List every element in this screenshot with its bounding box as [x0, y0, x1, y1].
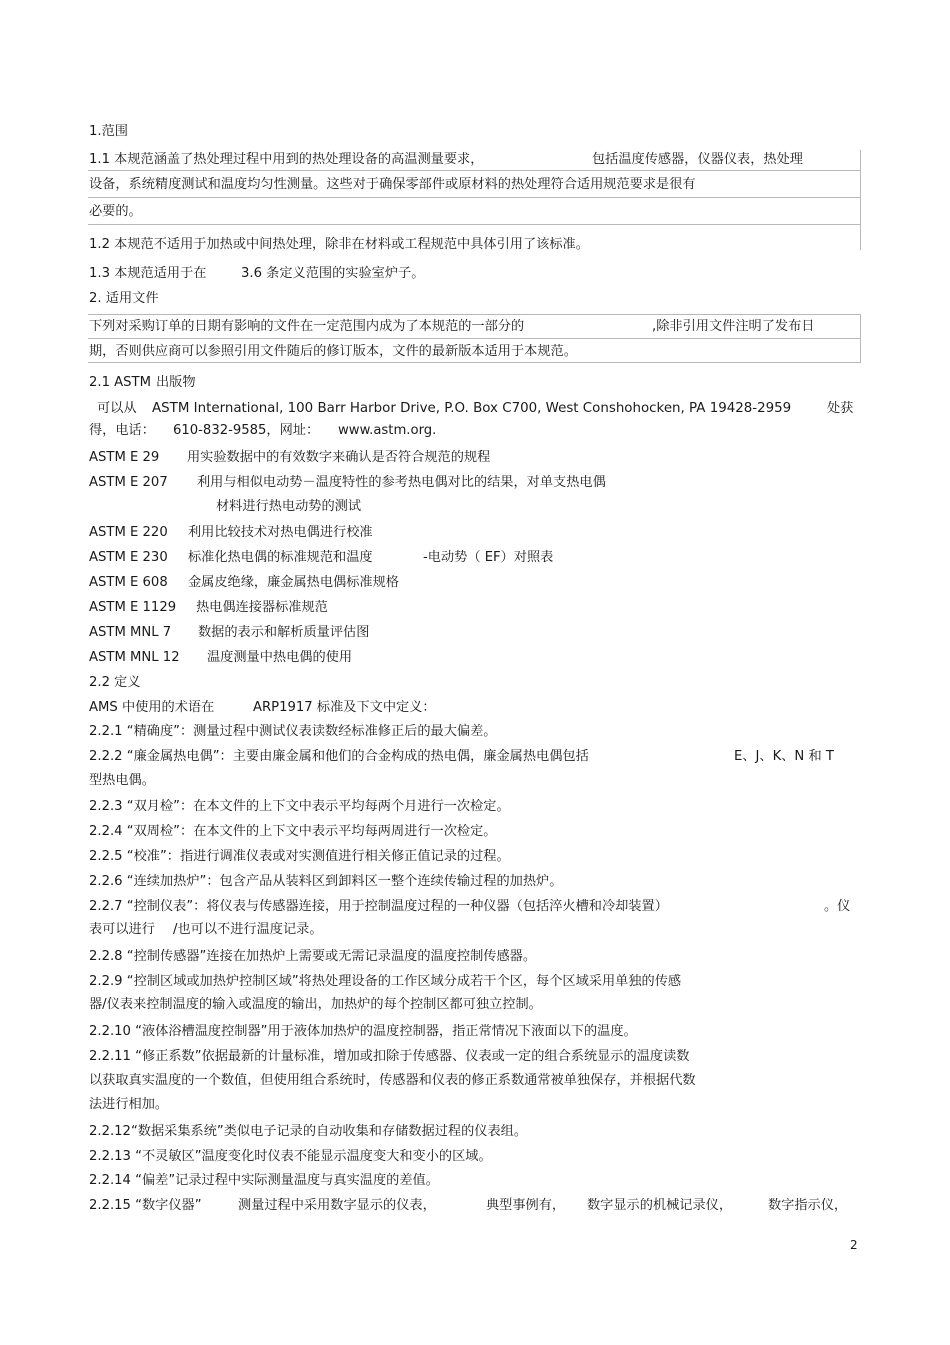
rule-line: [860, 150, 861, 250]
reference-item: [89, 549, 554, 566]
reference-item: [89, 449, 491, 466]
text-segment: /也可以不进行温度记录。: [173, 922, 323, 937]
text-segment: 包括温度传感器，仪器仪表，热处理: [592, 152, 803, 167]
definitions-heading: 2.2 定义: [89, 675, 141, 690]
definition-2-2-11-continued: 以获取真实温度的一个数值，但使用组合系统时，传感器和仪表的修正系数通常被单独保存，并根据代数: [89, 1073, 696, 1088]
text-segment: 数字指示仪，: [768, 1198, 848, 1213]
reference-code: ASTM MNL 7: [89, 625, 172, 640]
text-segment: ASTM International, 100 Barr Harbor Drive, P.O. Box C700, West Conshohocken, PA 19428-2959: [152, 401, 792, 416]
page-number: 2: [850, 1238, 858, 1252]
para-1-1-line-1: [89, 151, 803, 168]
definition-2-2-1: 2.2.1 “精确度”：测量过程中测试仪表读数经标准修正后的最大偏差。: [89, 724, 497, 739]
text-segment: E、J、K、N 和 T: [734, 749, 834, 764]
rule-line: [88, 170, 861, 171]
definition-2-2-2-continued: 型热电偶。: [89, 773, 155, 788]
reference-item: [89, 474, 606, 491]
reference-code: ASTM E 608: [89, 575, 168, 590]
reference-item: [89, 624, 370, 641]
text-segment: ARP1917 标准及下文中定义：: [253, 700, 436, 715]
para-1-2: 1.2 本规范不适用于加热或中间热处理，除非在材料或工程规范中具体引用了该标准。: [89, 237, 589, 252]
definition-2-2-11: 2.2.11 “修正系数”依据最新的计量标准，增加或扣除于传感器、仪表或一定的组合系统显示的温度读数: [89, 1049, 690, 1064]
definition-2-2-5: 2.2.5 “校准”：指进行调准仪表或对实测值进行相关修正值记录的过程。: [89, 849, 510, 864]
reference-title: 数据的表示和解析质量评估图: [198, 625, 370, 640]
reference-code: ASTM E 29: [89, 450, 160, 465]
reference-title: 金属皮绝缘，廉金属热电偶标准规格: [188, 575, 399, 590]
text-segment: 表可以进行: [89, 922, 155, 937]
definition-2-2-7: [89, 898, 851, 915]
text-segment: 下列对采购订单的日期有影响的文件在一定范围内成为了本规范的一部分的: [89, 319, 525, 334]
definition-2-2-6: 2.2.6 “连续加热炉”：包含产品从装料区到卸料区一整个连续传输过程的加热炉。: [89, 874, 563, 889]
para-2-intro-line-1: [89, 318, 815, 335]
section-2-heading: 2. 适用文件: [89, 291, 159, 306]
reference-code: ASTM MNL 12: [89, 650, 180, 665]
text-segment: 2.2.2 “廉金属热电偶”：主要由廉金属和他们的合金构成的热电偶，廉金属热电偶包括: [89, 749, 589, 764]
reference-item: [89, 574, 399, 591]
text-segment: 可以从: [97, 401, 137, 416]
reference-code: ASTM E 1129: [89, 600, 177, 615]
rule-line: [88, 224, 861, 225]
text-segment: 。仪: [824, 899, 851, 914]
astm-heading: [89, 374, 196, 391]
rule-line: [860, 314, 861, 362]
text-segment: 610-832-9585，网址：: [173, 423, 320, 438]
para-2-intro-line-2: 期，否则供应商可以参照引用文件随后的修订版本，文件的最新版本适用于本规范。: [89, 344, 577, 359]
text-segment: 出版物: [156, 375, 196, 390]
definition-2-2-4: 2.2.4 “双周检”：在本文件的上下文中表示平均每两周进行一次检定。: [89, 824, 497, 839]
section-1-heading: 1.范围: [89, 124, 128, 139]
definition-2-2-15: [89, 1197, 848, 1214]
text-segment: 数字显示的机械记录仪，: [587, 1198, 733, 1213]
text-segment: www.astm.org.: [338, 423, 437, 438]
definition-2-2-2: [89, 748, 834, 765]
rule-line: [88, 197, 861, 198]
text-segment: 1.3 本规范适用于在: [89, 266, 207, 281]
para-1-1-line-2: 设备，系统精度测试和温度均匀性测量。这些对于确保零部件或原材料的热处理符合适用规范要求是很有: [89, 177, 696, 192]
definition-2-2-3: 2.2.3 “双月检”：在本文件的上下文中表示平均每两个月进行一次检定。: [89, 799, 510, 814]
definition-2-2-12: 2.2.12“数据采集系统”类似电子记录的自动收集和存储数据过程的仪表组。: [89, 1124, 528, 1139]
reference-title-b: -电动势（ EF）对照表: [423, 550, 554, 565]
reference-item: [89, 599, 328, 616]
reference-title: 利用与相似电动势－温度特性的参考热电偶对比的结果，对单支热电偶: [197, 475, 606, 490]
text-segment: 测量过程中采用数字显示的仪表，: [238, 1198, 436, 1213]
definition-2-2-7-continued: [89, 921, 323, 938]
text-segment: 处获: [827, 401, 854, 416]
para-1-3: [89, 265, 425, 282]
reference-title: 用实验数据中的有效数字来确认是否符合规范的规程: [187, 450, 491, 465]
definition-2-2-9-continued: 器/仪表来控制温度的输入或温度的输出，加热炉的每个控制区都可独立控制。: [89, 997, 542, 1012]
reference-item: [89, 524, 373, 541]
text-segment: 得，电话：: [89, 423, 155, 438]
rule-line: [88, 314, 861, 315]
rule-line: [88, 338, 861, 339]
definition-2-2-13: 2.2.13 “不灵敏区”温度变化时仪表不能显示温度变大和变小的区域。: [89, 1149, 492, 1164]
reference-code: ASTM E 207: [89, 475, 168, 490]
text-segment: 2.1 ASTM: [89, 375, 151, 390]
definition-2-2-14: 2.2.14 “偏差”记录过程中实际测量温度与真实温度的差值。: [89, 1173, 439, 1188]
reference-item: [89, 649, 353, 666]
para-1-1-line-3: 必要的。: [89, 204, 142, 219]
text-segment: ,除非引用文件注明了发布日: [652, 319, 815, 334]
reference-code: ASTM E 220: [89, 525, 168, 540]
text-segment: 2.2.7 “控制仪表”：将仪表与传感器连接，用于控制温度过程的一种仪器（包括淬火槽和冷却装置）: [89, 899, 668, 914]
astm-address-line-2: [89, 422, 437, 439]
text-segment: 3.6 条定义范围的实验室炉子。: [241, 266, 425, 281]
text-segment: 2.2.15 “数字仪器”: [89, 1198, 202, 1213]
definition-2-2-9: 2.2.9 “控制区域或加热炉控制区域”将热处理设备的工作区域分成若干个区，每个区域采用单独的传感: [89, 974, 682, 989]
text-segment: 典型事例有，: [486, 1198, 566, 1213]
reference-title: 热电偶连接器标准规范: [196, 600, 328, 615]
reference-title: 温度测量中热电偶的使用: [207, 650, 353, 665]
rule-line: [88, 362, 861, 363]
reference-item-continued: 材料进行热电动势的测试: [216, 499, 362, 514]
definition-2-2-8: 2.2.8 “控制传感器”连接在加热炉上需要或无需记录温度的温度控制传感器。: [89, 949, 537, 964]
definition-2-2-10: 2.2.10 “液体浴槽温度控制器”用于液体加热炉的温度控制器，指正常情况下液面以下的温度。: [89, 1024, 637, 1039]
definition-2-2-11-continued: 法进行相加。: [89, 1097, 169, 1112]
reference-title: 标准化热电偶的标准规范和温度: [188, 550, 373, 565]
reference-title: 利用比较技术对热电偶进行校准: [188, 525, 373, 540]
reference-code: ASTM E 230: [89, 550, 168, 565]
definitions-intro: [89, 699, 436, 716]
text-segment: 1.1 本规范涵盖了热处理过程中用到的热处理设备的高温测量要求，: [89, 152, 484, 167]
text-segment: AMS 中使用的术语在: [89, 700, 215, 715]
